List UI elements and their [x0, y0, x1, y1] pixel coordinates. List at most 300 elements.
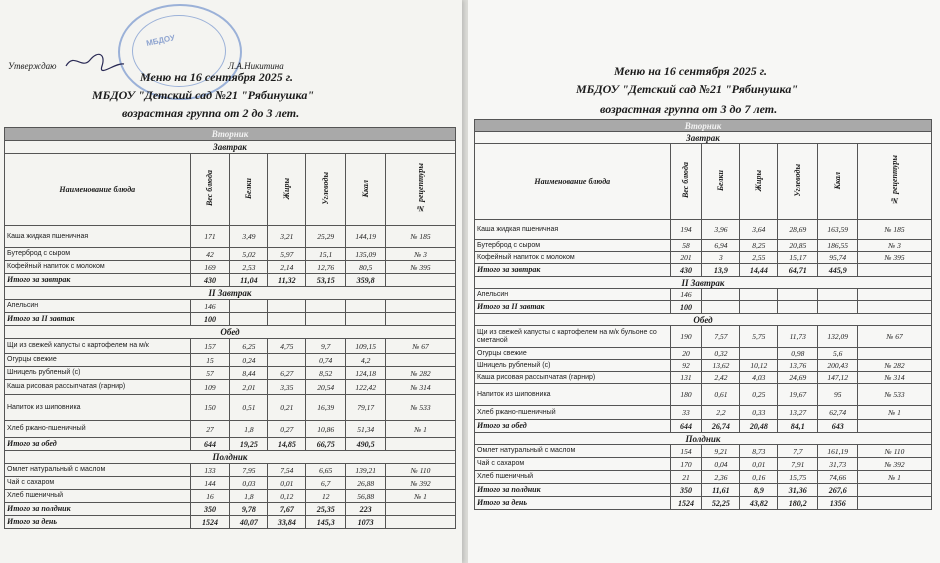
weekday-band-row — [5, 128, 456, 141]
value-protein: 13,9 — [702, 264, 740, 277]
value-recipe: № 1 — [858, 406, 932, 420]
value-protein: 0,61 — [702, 384, 740, 406]
table-row — [475, 252, 932, 264]
breakfast-total-row — [5, 274, 456, 287]
kindergarten-name: МБДОУ "Детский сад №21 "Рябинушка" — [92, 88, 314, 102]
column-header: Вес блюда — [670, 144, 702, 220]
value-weight: 644 — [670, 420, 702, 433]
table-row — [475, 289, 932, 301]
value-recipe: № 282 — [858, 360, 932, 372]
value-kcal: 74,66 — [818, 471, 858, 484]
value-carbs — [306, 313, 346, 326]
value-carbs: 19,67 — [778, 384, 818, 406]
value-recipe: № 185 — [858, 220, 932, 240]
value-weight: 100 — [670, 301, 702, 314]
value-protein: 11,04 — [230, 274, 268, 287]
value-recipe — [386, 300, 456, 313]
value-weight: 16 — [190, 490, 230, 503]
value-kcal: 109,15 — [346, 339, 386, 354]
section-second-breakfast-row — [5, 287, 456, 300]
value-weight: 109 — [190, 380, 230, 395]
dish-name: Бутерброд с сыром — [5, 248, 191, 261]
column-header: Ккал — [818, 144, 858, 220]
table-row — [475, 372, 932, 384]
menu-table-3-7 — [474, 119, 932, 510]
value-kcal — [818, 301, 858, 314]
value-kcal: 95,74 — [818, 252, 858, 264]
table-row — [475, 445, 932, 458]
table-row — [5, 261, 456, 274]
value-carbs: 11,73 — [778, 326, 818, 348]
dish-name: Хлеб ржано-пшеничный — [475, 406, 671, 420]
section-snack-row — [475, 433, 932, 445]
seal-text: МБДОУ — [145, 33, 176, 48]
table-row — [475, 471, 932, 484]
value-fat: 0,01 — [740, 458, 778, 471]
value-carbs: 7,7 — [778, 445, 818, 458]
section-breakfast-row — [5, 141, 456, 154]
value-carbs: 84,1 — [778, 420, 818, 433]
value-recipe: № 3 — [386, 248, 456, 261]
value-weight: 430 — [190, 274, 230, 287]
value-protein: 3 — [702, 252, 740, 264]
table-row — [475, 458, 932, 471]
value-kcal: 26,88 — [346, 477, 386, 490]
value-recipe: № 1 — [386, 421, 456, 438]
value-protein: 26,74 — [702, 420, 740, 433]
table-row — [475, 360, 932, 372]
value-kcal: 147,12 — [818, 372, 858, 384]
section-snack-row — [5, 451, 456, 464]
value-protein: 2,2 — [702, 406, 740, 420]
dish-name: Итого за завтрак — [475, 264, 671, 277]
age-group: возрастная группа от 2 до 3 лет. — [122, 106, 300, 120]
value-carbs: 7,91 — [778, 458, 818, 471]
value-protein: 7,57 — [702, 326, 740, 348]
header-row — [5, 154, 456, 226]
value-weight: 150 — [190, 395, 230, 421]
dish-name: Чай с сахаром — [5, 477, 191, 490]
signer-name: Л.А.Никитина — [228, 61, 284, 71]
value-carbs: 15,17 — [778, 252, 818, 264]
value-recipe: № 392 — [386, 477, 456, 490]
value-kcal — [818, 289, 858, 301]
value-protein: 9,21 — [702, 445, 740, 458]
value-weight: 21 — [670, 471, 702, 484]
value-weight: 20 — [670, 348, 702, 360]
value-carbs: 13,27 — [778, 406, 818, 420]
value-fat: 0,21 — [268, 395, 306, 421]
value-weight: 42 — [190, 248, 230, 261]
menu-date-title: Меню на 16 сентября 2025 г. — [140, 70, 294, 84]
dish-name: Апельсин — [5, 300, 191, 313]
second-breakfast-total-row — [475, 301, 932, 314]
value-fat: 3,35 — [268, 380, 306, 395]
column-header: № рецептуры — [386, 154, 456, 226]
menu-date-title: Меню на 16 сентября 2025 г. — [614, 64, 768, 78]
value-carbs — [306, 300, 346, 313]
breakfast-total-row — [475, 264, 932, 277]
dish-name: Итого за полдник — [475, 484, 671, 497]
value-carbs: 9,7 — [306, 339, 346, 354]
value-protein: 3,49 — [230, 226, 268, 248]
value-kcal: 122,42 — [346, 380, 386, 395]
dish-name: Итого за обед — [475, 420, 671, 433]
value-kcal: 223 — [346, 503, 386, 516]
value-protein: 5,02 — [230, 248, 268, 261]
value-fat: 7,54 — [268, 464, 306, 477]
section-breakfast: Завтрак — [475, 132, 932, 144]
value-protein: 0,04 — [702, 458, 740, 471]
table-row — [475, 326, 932, 348]
dish-name: Хлеб пшеничный — [5, 490, 191, 503]
section-snack: Полдник — [475, 433, 932, 445]
value-recipe: № 1 — [386, 490, 456, 503]
value-weight: 171 — [190, 226, 230, 248]
value-fat: 0,01 — [268, 477, 306, 490]
dish-name: Кофейный напиток с молоком — [475, 252, 671, 264]
value-kcal: 62,74 — [818, 406, 858, 420]
value-carbs: 0,98 — [778, 348, 818, 360]
section-breakfast-row — [475, 132, 932, 144]
value-weight: 146 — [670, 289, 702, 301]
dish-name: Итого за завтрак — [5, 274, 191, 287]
dish-name: Итого за день — [5, 516, 191, 529]
table-row — [5, 367, 456, 380]
organization-seal — [118, 4, 242, 100]
table-row — [5, 300, 456, 313]
table-row — [5, 380, 456, 395]
value-carbs: 25,29 — [306, 226, 346, 248]
value-weight: 92 — [670, 360, 702, 372]
value-weight: 169 — [190, 261, 230, 274]
value-fat: 5,75 — [740, 326, 778, 348]
value-recipe — [386, 274, 456, 287]
value-weight: 57 — [190, 367, 230, 380]
value-kcal: 643 — [818, 420, 858, 433]
value-weight: 144 — [190, 477, 230, 490]
value-kcal: 163,59 — [818, 220, 858, 240]
value-protein — [230, 313, 268, 326]
value-recipe: № 533 — [386, 395, 456, 421]
value-weight: 1524 — [670, 497, 702, 510]
value-protein: 2,01 — [230, 380, 268, 395]
value-carbs: 10,86 — [306, 421, 346, 438]
dish-name: Хлеб пшеничный — [475, 471, 671, 484]
value-recipe: № 395 — [386, 261, 456, 274]
section-lunch-row — [475, 314, 932, 326]
value-kcal: 132,09 — [818, 326, 858, 348]
value-protein: 2,42 — [702, 372, 740, 384]
value-weight: 170 — [670, 458, 702, 471]
column-header: Наименование блюда — [475, 144, 671, 220]
dish-name: Щи из свежей капусты с картофелем на м/к бульоне со сметаной — [475, 326, 671, 348]
value-kcal: 161,19 — [818, 445, 858, 458]
dish-name: Чай с сахаром — [475, 458, 671, 471]
value-kcal: 200,43 — [818, 360, 858, 372]
value-protein: 0,24 — [230, 354, 268, 367]
dish-name: Каша рисовая рассыпчатая (гарнир) — [475, 372, 671, 384]
value-carbs: 15,75 — [778, 471, 818, 484]
second-breakfast-total-row — [5, 313, 456, 326]
snack-total-row — [5, 503, 456, 516]
value-fat: 8,73 — [740, 445, 778, 458]
value-kcal: 186,55 — [818, 240, 858, 252]
value-kcal: 51,34 — [346, 421, 386, 438]
column-header: Вес блюда — [190, 154, 230, 226]
dish-name: Итого за полдник — [5, 503, 191, 516]
column-header: Углеводы — [306, 154, 346, 226]
value-fat — [268, 313, 306, 326]
value-fat: 14,85 — [268, 438, 306, 451]
dish-name: Шницель рубленый (с) — [475, 360, 671, 372]
table-row — [475, 348, 932, 360]
value-carbs: 31,36 — [778, 484, 818, 497]
column-header: Жиры — [740, 144, 778, 220]
value-protein: 2,53 — [230, 261, 268, 274]
value-recipe: № 282 — [386, 367, 456, 380]
value-carbs — [778, 301, 818, 314]
dish-name: Напиток из шиповника — [5, 395, 191, 421]
handwritten-signature — [62, 50, 126, 74]
value-recipe — [858, 264, 932, 277]
section-lunch: Обед — [475, 314, 932, 326]
value-carbs: 15,1 — [306, 248, 346, 261]
column-header: Белки — [230, 154, 268, 226]
value-carbs: 6,65 — [306, 464, 346, 477]
value-recipe: № 110 — [858, 445, 932, 458]
value-carbs: 180,2 — [778, 497, 818, 510]
value-recipe — [858, 348, 932, 360]
column-header: Жиры — [268, 154, 306, 226]
header-row — [475, 144, 932, 220]
day-total-row — [5, 516, 456, 529]
value-recipe — [858, 301, 932, 314]
day-total-row — [475, 497, 932, 510]
value-kcal: 79,17 — [346, 395, 386, 421]
table-row — [475, 384, 932, 406]
column-header: Ккал — [346, 154, 386, 226]
value-fat — [740, 348, 778, 360]
table-row — [5, 354, 456, 367]
age-group: возрастная группа от 3 до 7 лет. — [600, 102, 778, 116]
value-recipe: № 185 — [386, 226, 456, 248]
value-recipe: № 110 — [386, 464, 456, 477]
value-kcal: 144,19 — [346, 226, 386, 248]
value-recipe: № 533 — [858, 384, 932, 406]
value-recipe: № 67 — [386, 339, 456, 354]
column-header: Белки — [702, 144, 740, 220]
value-protein: 0,32 — [702, 348, 740, 360]
value-kcal: 31,73 — [818, 458, 858, 471]
value-kcal: 80,5 — [346, 261, 386, 274]
value-protein: 1,8 — [230, 490, 268, 503]
value-kcal: 267,6 — [818, 484, 858, 497]
column-header: Наименование блюда — [5, 154, 191, 226]
weekday-band: Вторник — [475, 120, 932, 132]
column-header: № рецептуры — [858, 144, 932, 220]
value-protein: 11,61 — [702, 484, 740, 497]
value-carbs: 12 — [306, 490, 346, 503]
value-carbs: 20,85 — [778, 240, 818, 252]
value-carbs: 20,54 — [306, 380, 346, 395]
value-fat: 10,12 — [740, 360, 778, 372]
value-carbs: 6,7 — [306, 477, 346, 490]
value-recipe — [386, 516, 456, 529]
value-protein: 0,03 — [230, 477, 268, 490]
value-weight: 1524 — [190, 516, 230, 529]
value-fat: 6,27 — [268, 367, 306, 380]
value-fat: 33,84 — [268, 516, 306, 529]
value-carbs: 25,35 — [306, 503, 346, 516]
value-fat: 11,32 — [268, 274, 306, 287]
dish-name: Итого за II завтак — [475, 301, 671, 314]
table-row — [475, 220, 932, 240]
value-fat — [740, 289, 778, 301]
dish-name: Омлет натуральный с маслом — [475, 445, 671, 458]
value-fat: 5,97 — [268, 248, 306, 261]
table-row — [5, 464, 456, 477]
table-row — [5, 339, 456, 354]
dish-name: Кофейный напиток с молоком — [5, 261, 191, 274]
value-carbs: 53,15 — [306, 274, 346, 287]
value-weight: 180 — [670, 384, 702, 406]
table-row — [5, 248, 456, 261]
value-carbs: 16,39 — [306, 395, 346, 421]
value-fat: 20,48 — [740, 420, 778, 433]
value-fat: 2,14 — [268, 261, 306, 274]
value-weight: 350 — [190, 503, 230, 516]
value-protein — [230, 300, 268, 313]
dish-name: Каша рисовая рассыпчатая (гарнир) — [5, 380, 191, 395]
value-protein: 8,44 — [230, 367, 268, 380]
value-weight: 201 — [670, 252, 702, 264]
value-weight: 146 — [190, 300, 230, 313]
dish-name: Итого за обед — [5, 438, 191, 451]
column-header: Углеводы — [778, 144, 818, 220]
value-weight: 33 — [670, 406, 702, 420]
value-carbs: 24,69 — [778, 372, 818, 384]
left-menu-sheet — [0, 0, 462, 563]
value-kcal: 1073 — [346, 516, 386, 529]
dish-name: Каша жидкая пшеничная — [475, 220, 671, 240]
lunch-total-row — [5, 438, 456, 451]
value-fat: 0,33 — [740, 406, 778, 420]
value-protein: 40,07 — [230, 516, 268, 529]
value-weight: 350 — [670, 484, 702, 497]
value-recipe: № 1 — [858, 471, 932, 484]
table-row — [5, 226, 456, 248]
value-kcal: 139,21 — [346, 464, 386, 477]
value-recipe: № 3 — [858, 240, 932, 252]
value-fat: 3,21 — [268, 226, 306, 248]
value-fat — [740, 301, 778, 314]
dish-name: Огурцы свежие — [475, 348, 671, 360]
section-lunch-row — [5, 326, 456, 339]
section-breakfast: Завтрак — [5, 141, 456, 154]
value-carbs: 0,74 — [306, 354, 346, 367]
value-protein: 52,25 — [702, 497, 740, 510]
value-recipe: № 67 — [858, 326, 932, 348]
value-recipe — [386, 503, 456, 516]
dish-name: Итого за II завтак — [5, 313, 191, 326]
value-kcal: 490,5 — [346, 438, 386, 451]
section-lunch: Обед — [5, 326, 456, 339]
table-row — [5, 490, 456, 503]
value-protein: 6,25 — [230, 339, 268, 354]
value-recipe — [386, 354, 456, 367]
table-row — [5, 395, 456, 421]
dish-name: Бутерброд с сыром — [475, 240, 671, 252]
value-fat: 14,44 — [740, 264, 778, 277]
weekday-band-row — [475, 120, 932, 132]
value-protein: 1,8 — [230, 421, 268, 438]
value-kcal: 5,6 — [818, 348, 858, 360]
value-weight: 430 — [670, 264, 702, 277]
value-fat: 7,67 — [268, 503, 306, 516]
value-carbs — [778, 289, 818, 301]
value-fat: 0,12 — [268, 490, 306, 503]
value-kcal: 95 — [818, 384, 858, 406]
dish-name: Хлеб ржано-пшеничный — [5, 421, 191, 438]
approve-label: Утверждаю — [8, 61, 57, 71]
menu-table-2-3 — [4, 127, 456, 529]
section-second-breakfast-row — [475, 277, 932, 289]
section-second-breakfast: II Завтрак — [475, 277, 932, 289]
value-fat: 0,16 — [740, 471, 778, 484]
value-weight: 157 — [190, 339, 230, 354]
table-row — [475, 406, 932, 420]
value-kcal: 56,88 — [346, 490, 386, 503]
dish-name: Шницель рубленый (с) — [5, 367, 191, 380]
dish-name: Апельсин — [475, 289, 671, 301]
value-fat: 3,64 — [740, 220, 778, 240]
value-recipe — [858, 484, 932, 497]
section-second-breakfast: II Завтрак — [5, 287, 456, 300]
dish-name: Омлет натуральный с маслом — [5, 464, 191, 477]
value-fat: 2,55 — [740, 252, 778, 264]
value-recipe — [386, 438, 456, 451]
value-fat — [268, 300, 306, 313]
value-weight: 100 — [190, 313, 230, 326]
dish-name: Огурцы свежие — [5, 354, 191, 367]
snack-total-row — [475, 484, 932, 497]
value-protein: 9,78 — [230, 503, 268, 516]
value-carbs: 12,76 — [306, 261, 346, 274]
lunch-total-row — [475, 420, 932, 433]
value-kcal: 4,2 — [346, 354, 386, 367]
value-protein: 7,95 — [230, 464, 268, 477]
weekday-band: Вторник — [5, 128, 456, 141]
table-row — [5, 477, 456, 490]
value-kcal — [346, 313, 386, 326]
value-recipe: № 392 — [858, 458, 932, 471]
value-fat: 8,25 — [740, 240, 778, 252]
value-carbs: 28,69 — [778, 220, 818, 240]
value-carbs: 8,52 — [306, 367, 346, 380]
value-recipe: № 314 — [858, 372, 932, 384]
value-carbs: 13,76 — [778, 360, 818, 372]
value-fat: 43,82 — [740, 497, 778, 510]
table-row — [5, 421, 456, 438]
value-weight: 58 — [670, 240, 702, 252]
value-kcal: 124,18 — [346, 367, 386, 380]
dish-name: Напиток из шиповника — [475, 384, 671, 406]
value-recipe: № 314 — [386, 380, 456, 395]
value-protein: 19,25 — [230, 438, 268, 451]
value-kcal: 359,8 — [346, 274, 386, 287]
value-kcal: 1356 — [818, 497, 858, 510]
